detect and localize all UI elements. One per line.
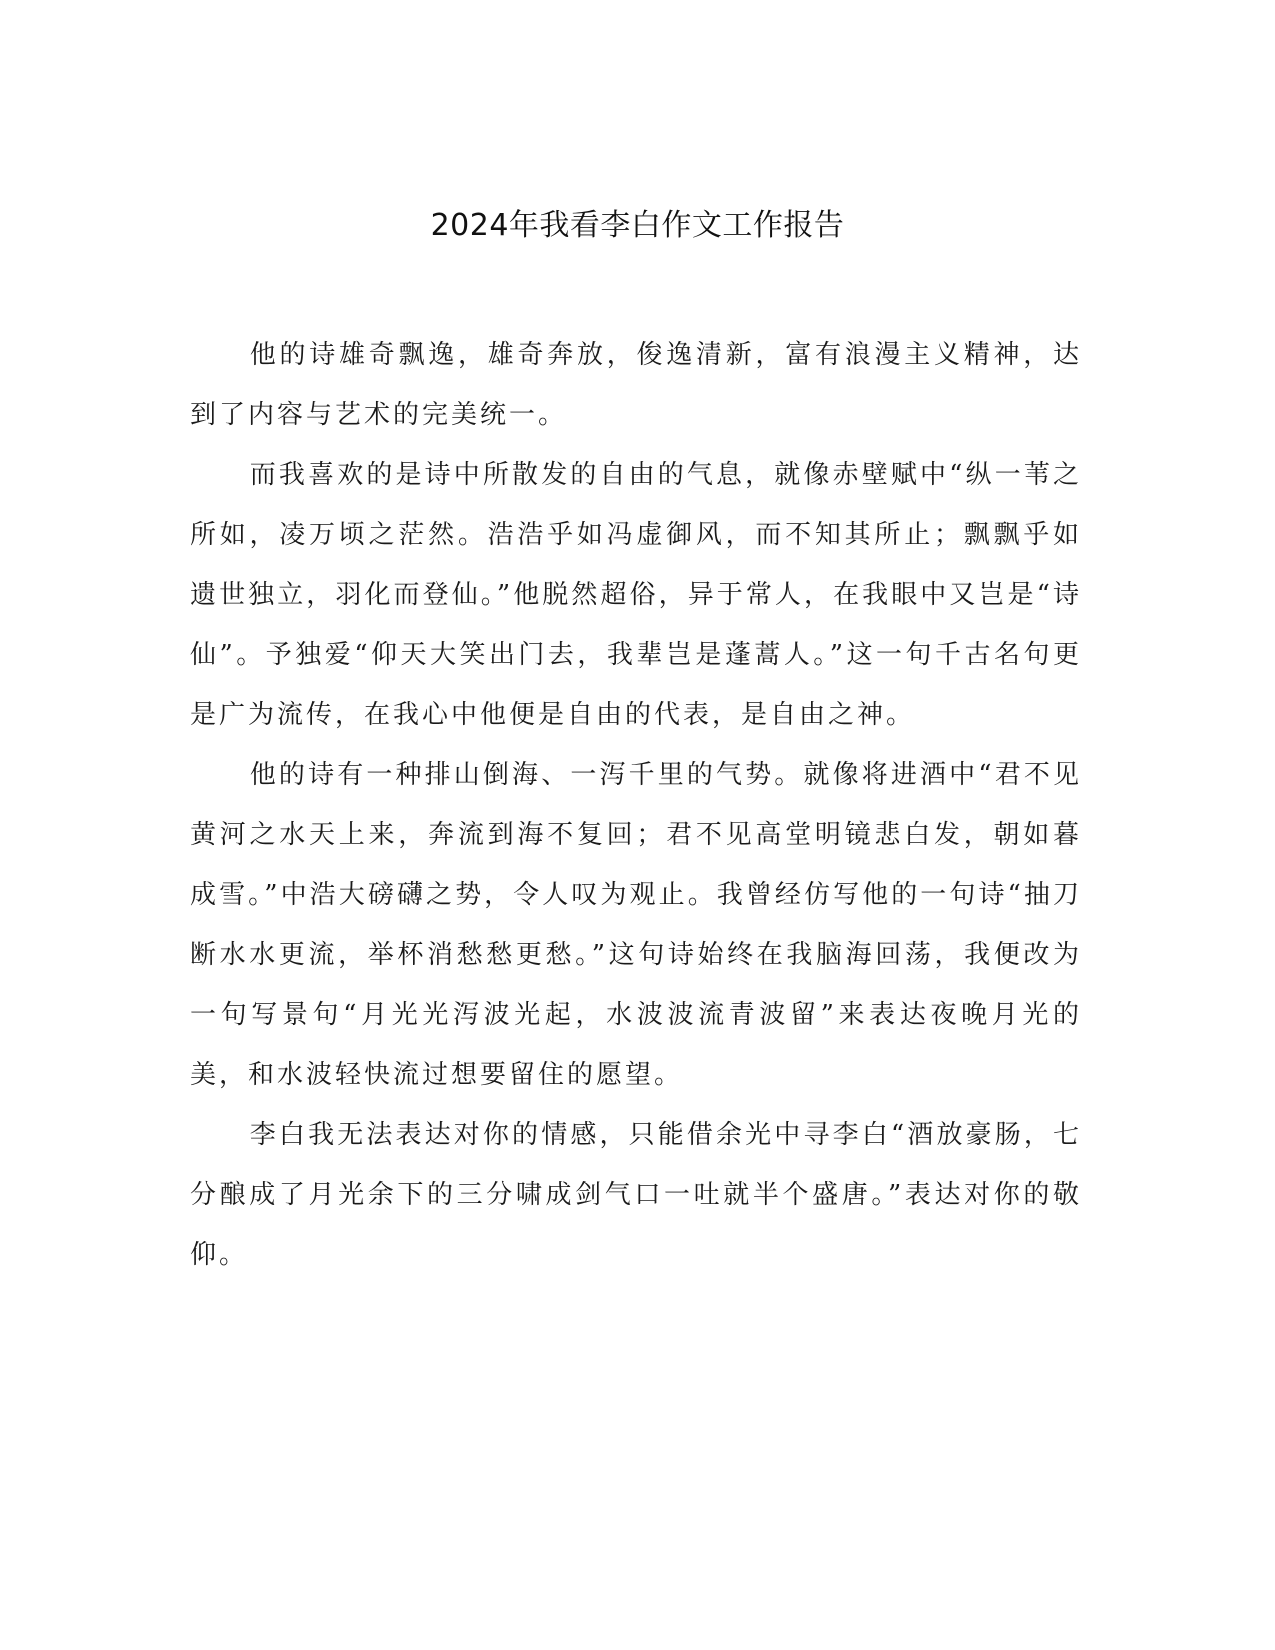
paragraph-3: 他的诗有一种排山倒海、一泻千里的气势。就像将进酒中“君不见黄河之水天上来，奔流到海不复回；君不见高堂明镜悲白发，朝如暮成雪。”中浩大磅礴之势，令人叹为观止。我曾经仿写他的一句诗“抽刀断水水更流，举杯消愁愁更愁。”这句诗始终在我脑海回荡，我便改为一句写景句“月光光泻波光起，水波波流青波留”来表达夜晚月光的美，和水波轻快流过想要留住的愿望。 (190, 760, 1082, 1090)
paragraph-2: 而我喜欢的是诗中所散发的自由的气息，就像赤壁赋中“纵一苇之所如，凌万顷之茫然。浩浩乎如冯虚御风，而不知其所止；飘飘乎如遗世独立，羽化而登仙。”他脱然超俗，异于常人，在我眼中又岂是“诗仙”。予独爱“仰天大笑出门去，我辈岂是蓬蒿人。”这一句千古名句更是广为流传，在我心中他便是自由的代表，是自由之神。 (190, 460, 1082, 730)
document-body (190, 325, 1082, 1285)
paragraph-4: 李白我无法表达对你的情感，只能借余光中寻李白“酒放豪肠，七分酿成了月光余下的三分啸成剑气口一吐就半个盛唐。”表达对你的敬仰。 (190, 1120, 1082, 1270)
document-title: 2024年我看李白作文工作报告 (430, 208, 845, 243)
paragraph-1: 他的诗雄奇飘逸，雄奇奔放，俊逸清新，富有浪漫主义精神，达到了内容与艺术的完美统一。 (190, 340, 1082, 430)
